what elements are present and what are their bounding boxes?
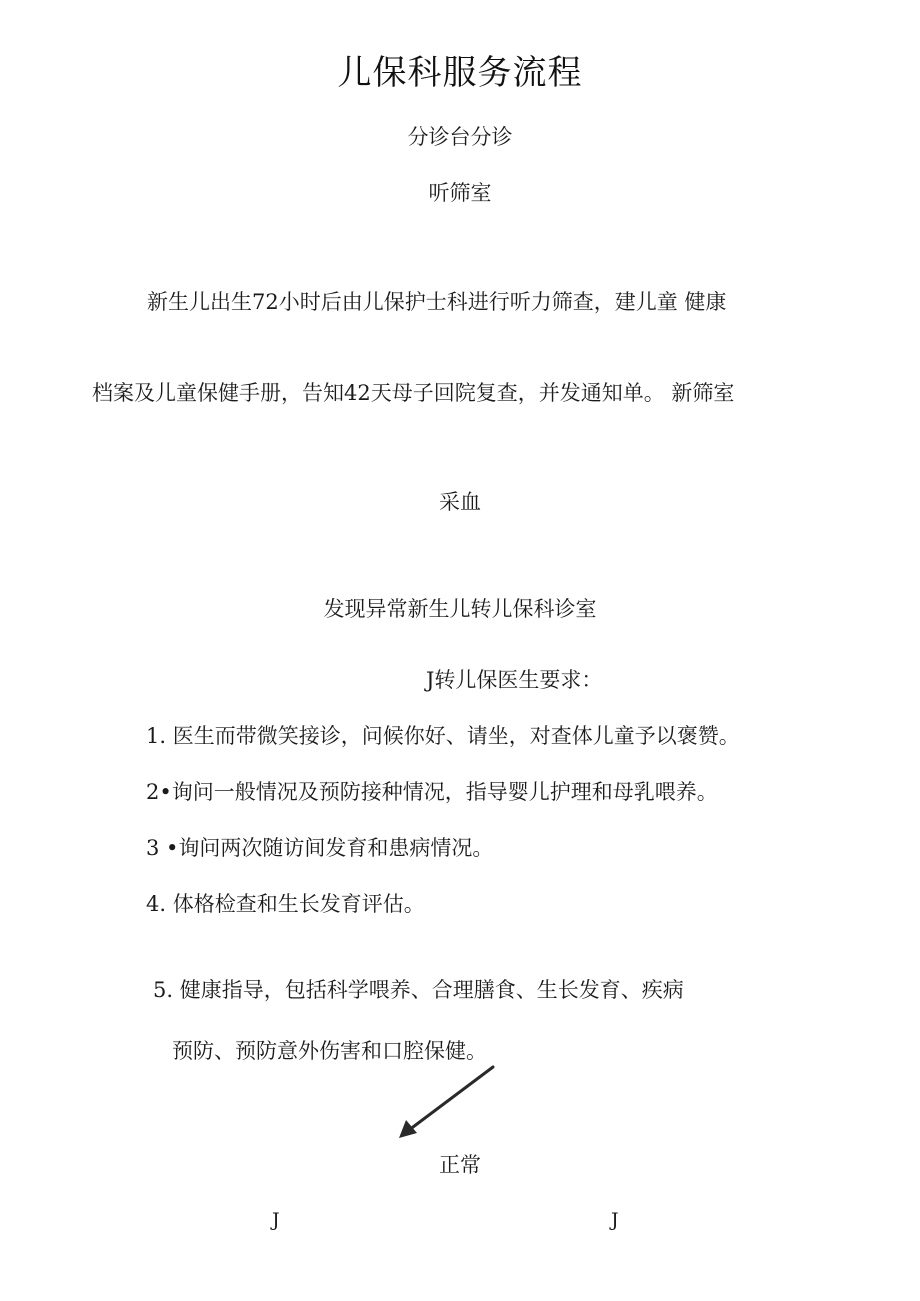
page-title: 儿保科服务流程 [337, 53, 583, 93]
requirement-item-5-continued: 预防、预防意外伤害和口腔保健。 [172, 1039, 487, 1063]
step-triage: 分诊台分诊 [407, 125, 513, 149]
outcome-right-mark: J [611, 1209, 619, 1231]
requirement-item-1: 1. 医生而带微笑接诊，问候你好、请坐，对查体儿童予以褒赞。 [146, 724, 740, 748]
step-hearing-room: 听筛室 [428, 181, 492, 205]
arrow-down-left-icon [395, 1062, 499, 1142]
requirement-item-4: 4. 体格检查和生长发育评估。 [146, 892, 425, 916]
hearing-description-line2: 档案及儿童保健手册，告知42天母子回院复查，并发通知单。 新筛室 [92, 381, 735, 405]
requirement-item-5: 5. 健康指导，包括科学喂养、合理膳食、生长发育、疾病 [153, 978, 684, 1002]
step-blood: 采血 [439, 490, 481, 514]
hearing-description-line1: 新生儿出生72小时后由儿保护士科进行听力筛查，建儿童 健康 [147, 290, 727, 314]
requirement-item-3: 3 •询问两次随访间发育和患病情况。 [146, 836, 494, 860]
outcome-left-mark: J [272, 1209, 280, 1231]
outcome-normal: 正常 [439, 1153, 481, 1177]
step-abnormal-referral: 发现异常新生儿转儿保科诊室 [323, 597, 597, 621]
requirements-heading: J转儿保医生要求： [426, 668, 603, 692]
requirement-item-2: 2•询问一般情况及预防接种情况，指导婴儿护理和母乳喂养。 [146, 780, 718, 804]
